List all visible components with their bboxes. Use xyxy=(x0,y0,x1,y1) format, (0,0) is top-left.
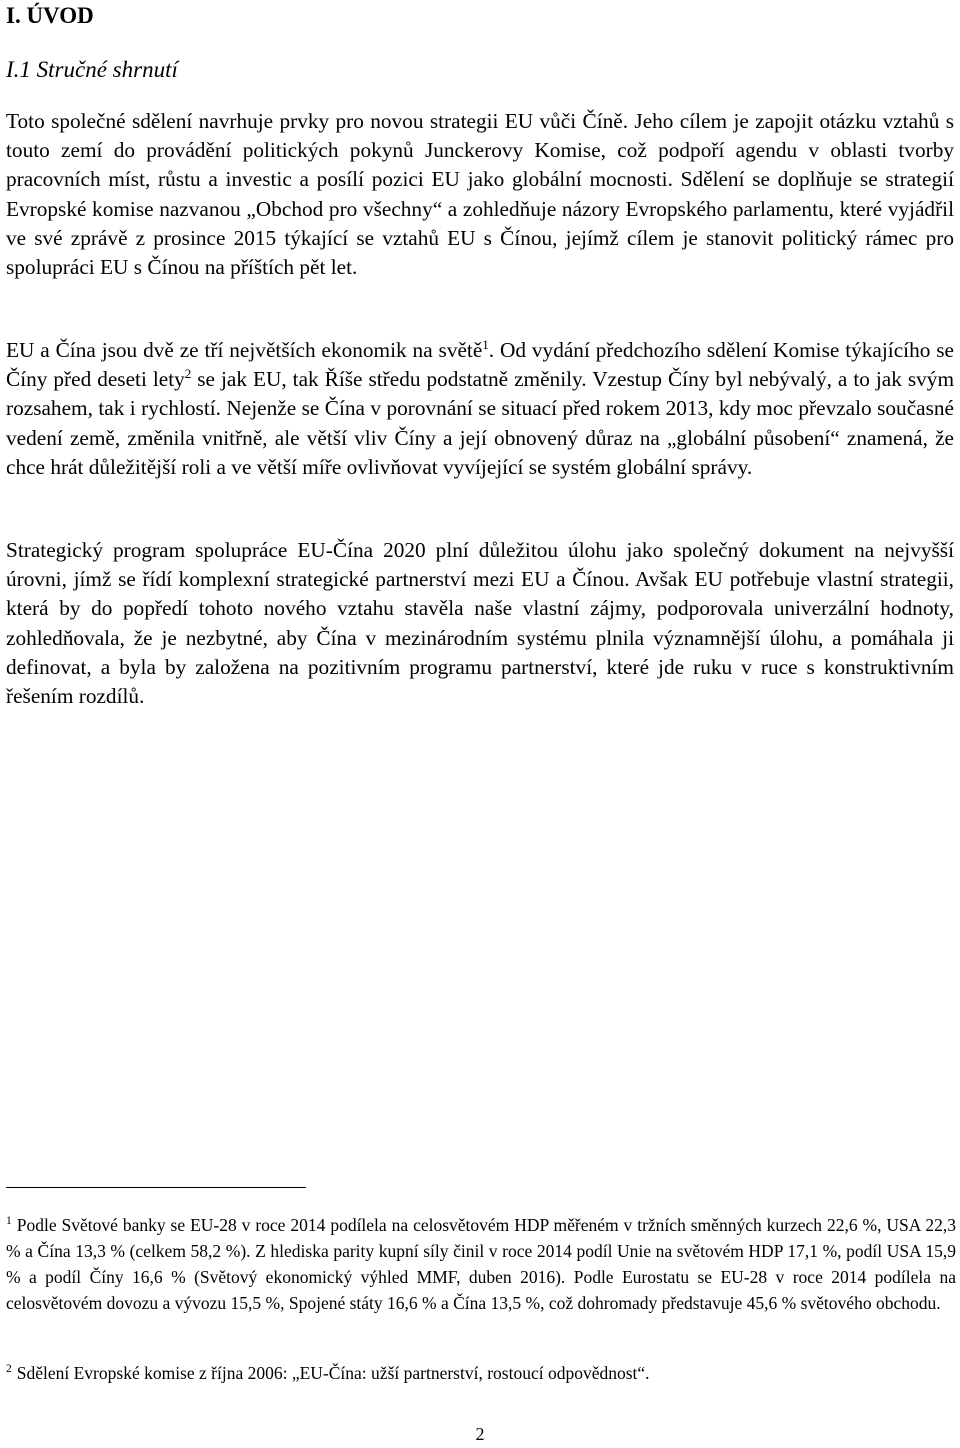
paragraph-2-text-a: EU a Čína jsou dvě ze tří největších ekonomik na světě xyxy=(6,338,483,362)
footnote-2-number: 2 xyxy=(6,1363,12,1375)
footnote-1-number: 1 xyxy=(6,1215,12,1227)
footnote-2 xyxy=(6,1360,956,1386)
footnote-ref-1[interactable]: 1 xyxy=(482,337,489,352)
section-heading: I. ÚVOD xyxy=(6,3,94,28)
footnote-separator xyxy=(6,1187,306,1188)
page-number: 2 xyxy=(475,1424,485,1444)
footnote-ref-2[interactable]: 2 xyxy=(184,366,192,382)
paragraph-2-text-c: se jak EU, tak Říše středu podstatně změnily. Vzestup Číny byl nebývalý, a to jak svým rozsahem, tak i rychlostí. Nejenže se Čína v porovnání se situací před rokem 2013, kdy moc převzalo současné vedení země, změnila vnitřně, ale větší vliv Číny a její obnovený důraz na „globální působení“ znamená, že chce hrát důležitější roli a ve větší míře ovlivňovat vyvíjející se systém globální správy. xyxy=(6,367,955,479)
footnote-1-text: Podle Světové banky se EU-28 v roce 2014 podílela na celosvětovém HDP měřeném v tržních směnných kurzech 22,6 %, USA 22,3 % a Čína 13,3 % (celkem 58,2 %). Z hlediska parity kupní síly činil v roce 2014 podíl Unie na světovém HDP 17,1 %, podíl USA 15,9 % a podíl Číny 16,6 % (Světový ekonomický výhled MMF, duben 2016). Podle Eurostatu se EU-28 v roce 2014 podílela na celosvětovém dovozu a vývozu 15,5 %, Spojené státy 16,6 % a Čína 13,5 %, což dohromady představuje 45,6 % světového obchodu. xyxy=(6,1215,956,1313)
paragraph-2-text-b: . Od vydání předchozího sdělení Komise týkajícího se Číny před deseti lety xyxy=(6,338,954,392)
paragraph-1: Toto společné sdělení navrhuje prvky pro novou strategii EU vůči Číně. Jeho cílem je zapojit otázku vztahů s touto zemí do provádění politických pokynů Junckerovy Komise, což podpoří agendu v oblasti tvorby pracovních míst, růstu a investic a posílí pozici EU jako globální mocnosti. Sdělení se doplňuje se strategií Evropské komise nazvanou „Obchod pro všechny“ a zohledňuje názory Evropského parlamentu, které vyjádřil ve své zprávě z prosince 2015 týkající se vztahů EU s Čínou, jejímž cílem je stanovit politický rámec pro spolupráci EU s Čínou na příštích pět let. xyxy=(6,109,954,280)
footnote-1 xyxy=(6,1212,956,1316)
subsection-heading: I.1 Stručné shrnutí xyxy=(6,57,178,82)
paragraph-3: Strategický program spolupráce EU-Čína 2020 plní důležitou úlohu jako společný dokument na nejvyšší úrovni, jímž se řídí komplexní strategické partnerství mezi EU a Čínou. Avšak EU potřebuje vlastní strategii, která by do popředí tohoto nového vztahu stavěla naše vlastní zájmy, podporovala univerzální hodnoty, zohledňovala, že je nezbytné, aby Čína v mezinárodním systému plnila významnější úlohu, a pomáhala ji definovat, a byla by založena na pozitivním programu partnerství, které jde ruku v ruce s konstruktivním řešením rozdílů. xyxy=(6,538,954,709)
paragraph-2 xyxy=(6,336,954,482)
footnote-2-text: Sdělení Evropské komise z října 2006: „EU-Čína: užší partnerství, rostoucí odpovědnost“. xyxy=(16,1363,650,1383)
